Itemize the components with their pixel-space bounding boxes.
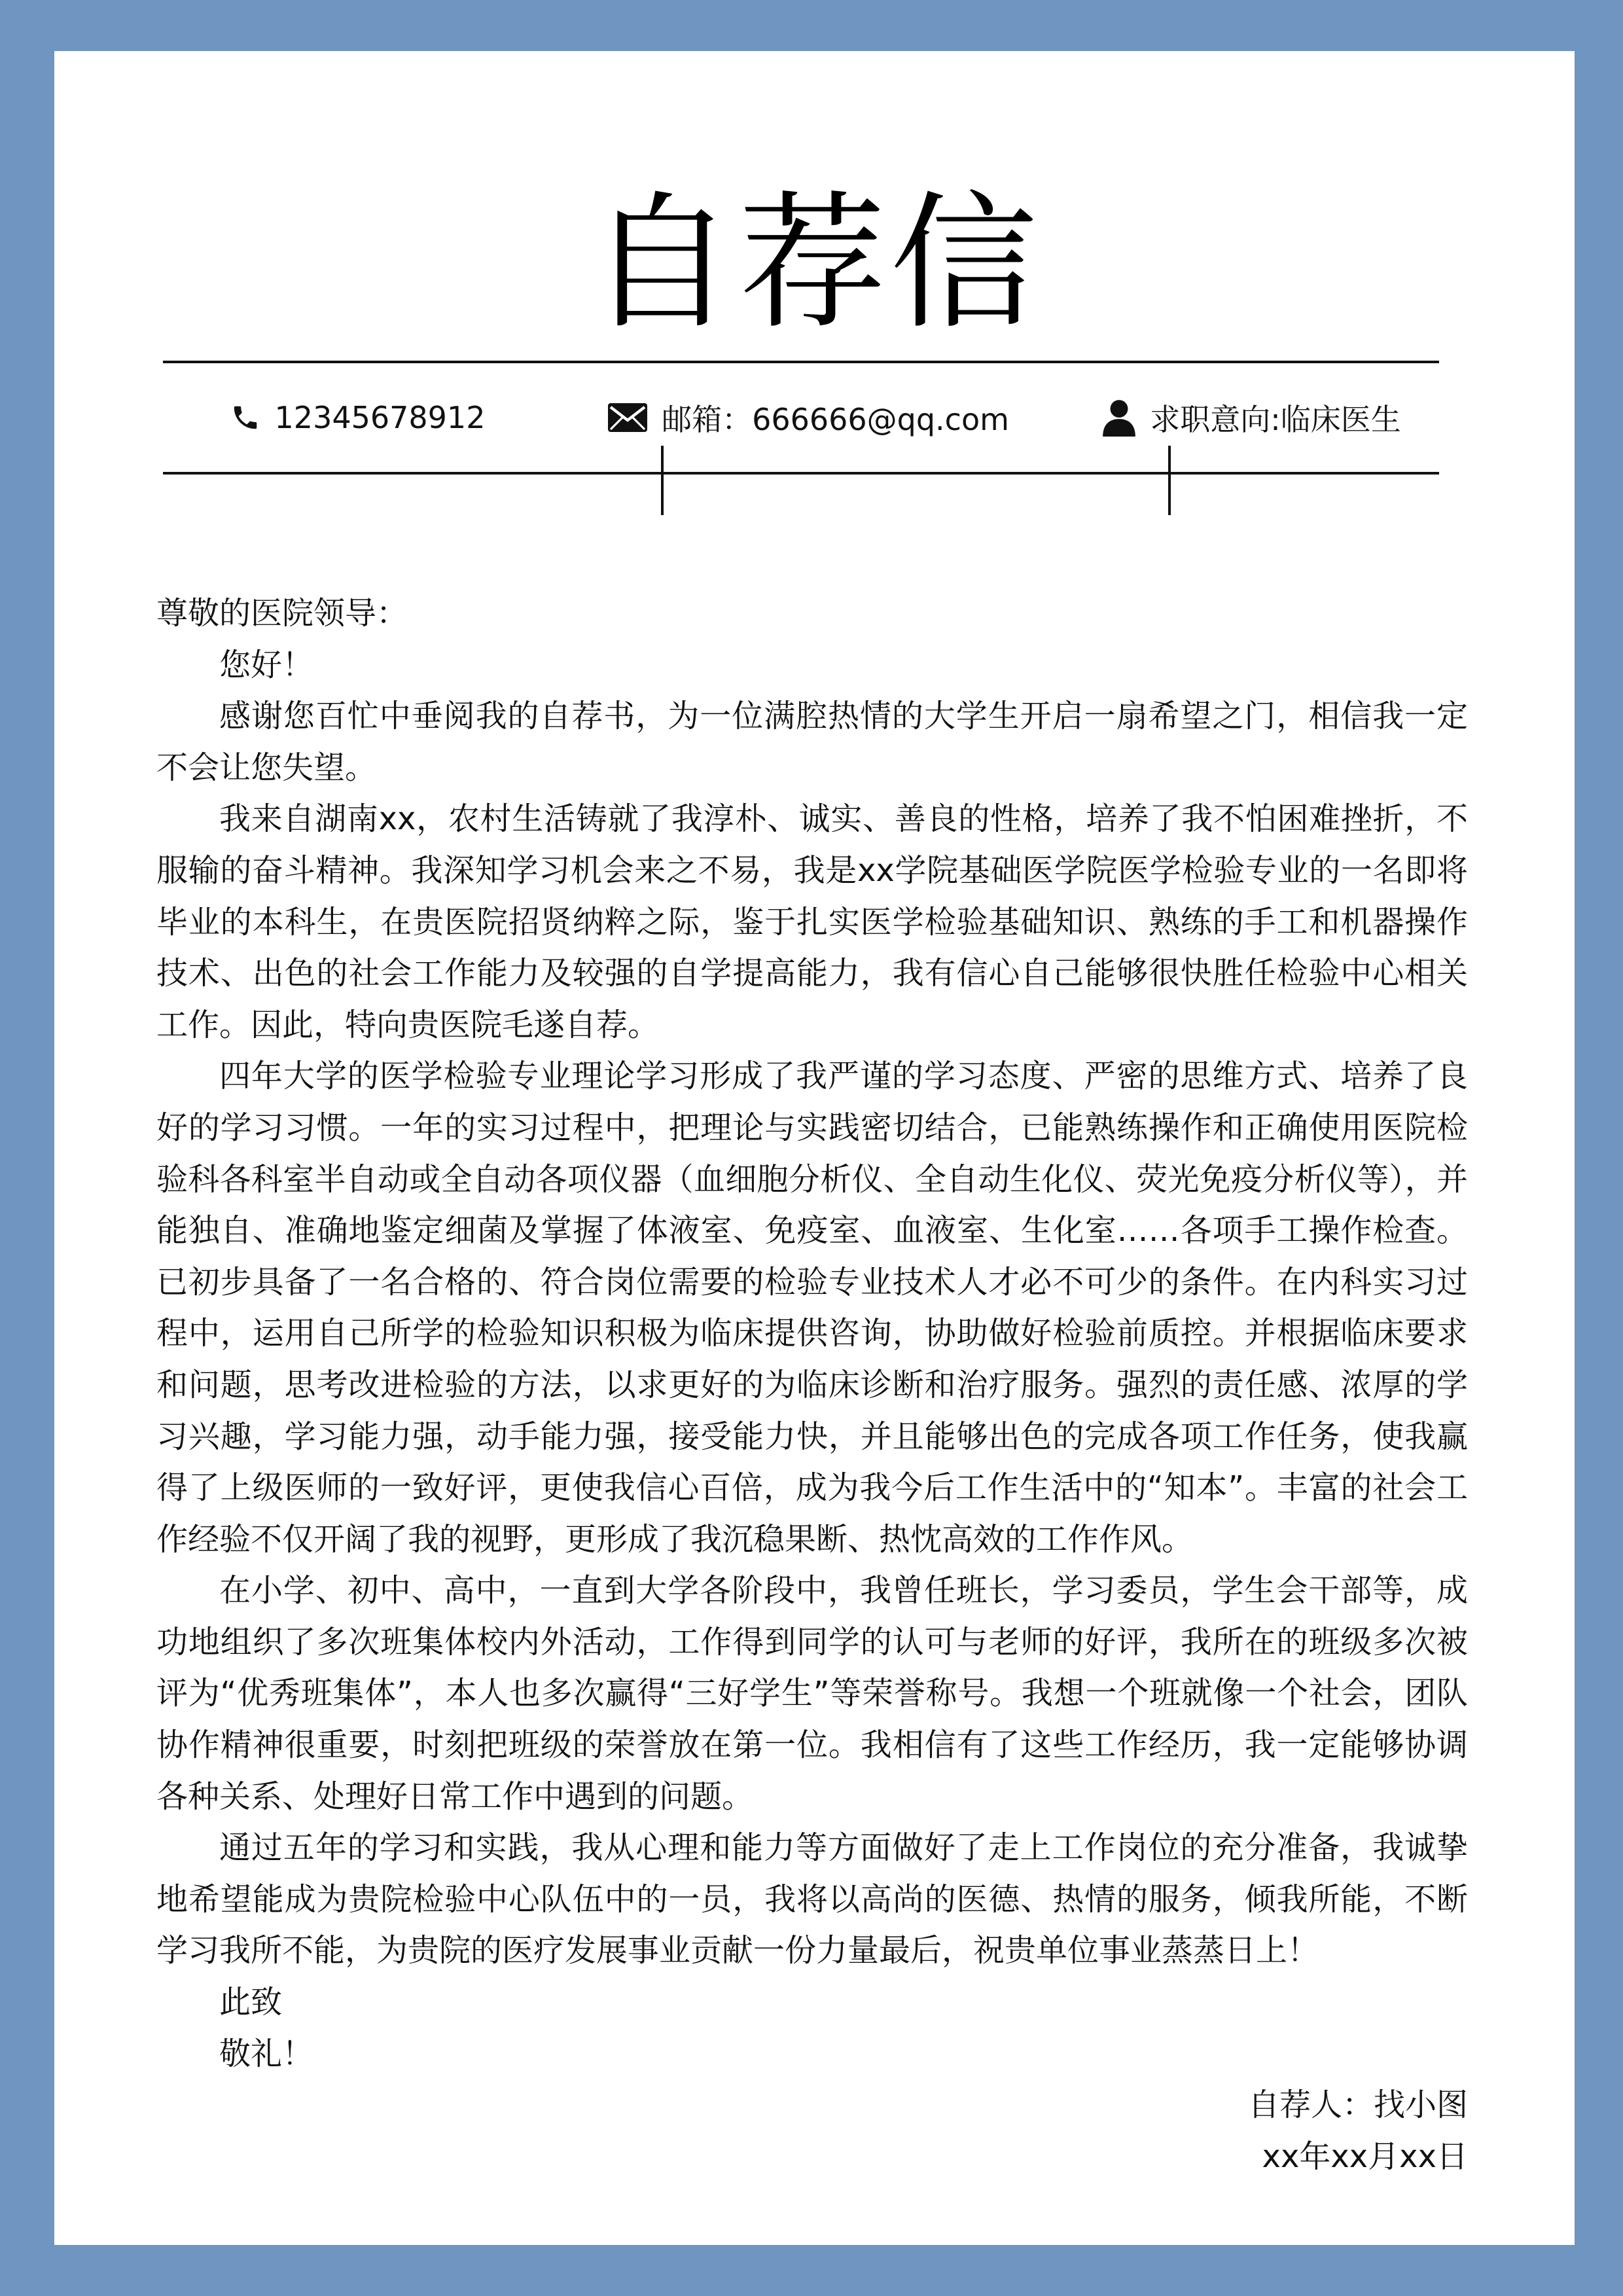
letter-page [54,51,1575,2245]
letter-regards: 敬礼！ [219,2035,314,2072]
contact-phone [163,363,552,472]
letter-salutation: 尊敬的医院领导： [156,595,408,632]
contact-bar [163,363,1439,472]
letter-signature: 自荐人：找小图 [1247,2087,1468,2124]
envelope-icon [608,403,647,432]
letter-paragraph: 通过五年的学习和实践，我从心理和能力等方面做好了走上工作岗位的充分准备，我诚挚地希望能成为贵院检验中心队伍中的一员，我将以高尚的医德、热情的服务，倾我所能，不断学习我所不能，为贵院的医疗发展事业贡献一份力量最后，祝贵单位事业蒸蒸日上！ [156,1829,1468,1969]
job-intent: 求职意向:临床医生 [1150,402,1401,437]
letter-paragraph: 在小学、初中、高中，一直到大学各阶段中，我曾任班长，学习委员，学生会干部等，成功地组织了多次班集体校内外活动，工作得到同学的认可与老师的好评，我所在的班级多次被评为“优秀班集体”，本人也多次赢得“三好学生”等荣誉称号。我想一个班就像一个社会，团队协作精神很重要，时刻把班级的荣誉放在第一位。我相信有了这些工作经历，我一定能够协调各种关系、处理好日常工作中遇到的问题。 [156,1572,1468,1815]
bottom-divider [163,472,1439,475]
page-title: 自荐信 [588,178,1041,350]
letter-paragraph: 四年大学的医学检验专业理论学习形成了我严谨的学习态度、严密的思维方式、培养了良好的学习习惯。一年的实习过程中，把理论与实践密切结合，已能熟练操作和正确使用医院检验科各科室半自动或全自动各项仪器（血细胞分析仪、全自动生化仪、荧光免疫分析仪等），并能独自、准确地鉴定细菌及掌握了体液室、免疫室、血液室、生化室……各项手工操作检查。已初步具备了一名合格的、符合岗位需要的检验专业技术人才必不可少的条件。在内科实习过程中，运用自己所学的检验知识积极为临床提供咨询，协助做好检验前质控。并根据临床要求和问题，思考改进检验的方法，以求更好的为临床诊断和治疗服务。强烈的责任感、浓厚的学习兴趣，学习能力强，动手能力强，接受能力快，并且能够出色的完成各项工作任务，使我赢得了上级医师的一致好评，更使我信心百倍，成为我今后工作生活中的“知本”。丰富的社会工作经验不仅开阔了我的视野，更形成了我沉稳果断、热忱高效的工作作风。 [156,1058,1468,1558]
letter-paragraph: 我来自湖南xx，农村生活铸就了我淳朴、诚实、善良的性格，培养了我不怕困难挫折，不服输的奋斗精神。我深知学习机会来之不易，我是xx学院基础医学院医学检验专业的一名即将毕业的本科生，在贵医院招贤纳粹之际，鉴于扎实医学检验基础知识、熟练的手工和机器操作技术、出色的社会工作能力及较强的自学提高能力，我有信心自己能够很快胜任检验中心相关工作。因此，特向贵医院毛遂自荐。 [156,800,1468,1043]
letter-greeting: 您好！ [219,646,314,683]
contact-email [555,363,1062,472]
phone-number: 12345678912 [274,400,486,435]
letter-closing: 此致 [219,1984,283,2021]
letter-body [156,588,1468,2182]
email-address: 邮箱：666666@qq.com [662,402,1009,437]
letter-paragraph: 感谢您百忙中垂阅我的自荐书，为一位满腔热情的大学生开启一扇希望之门，相信我一定不会让您失望。 [156,698,1468,786]
letter-date: xx年xx月xx日 [1262,2138,1468,2175]
person-icon [1103,399,1135,437]
contact-job-intent [1065,363,1439,472]
phone-icon [230,403,260,433]
